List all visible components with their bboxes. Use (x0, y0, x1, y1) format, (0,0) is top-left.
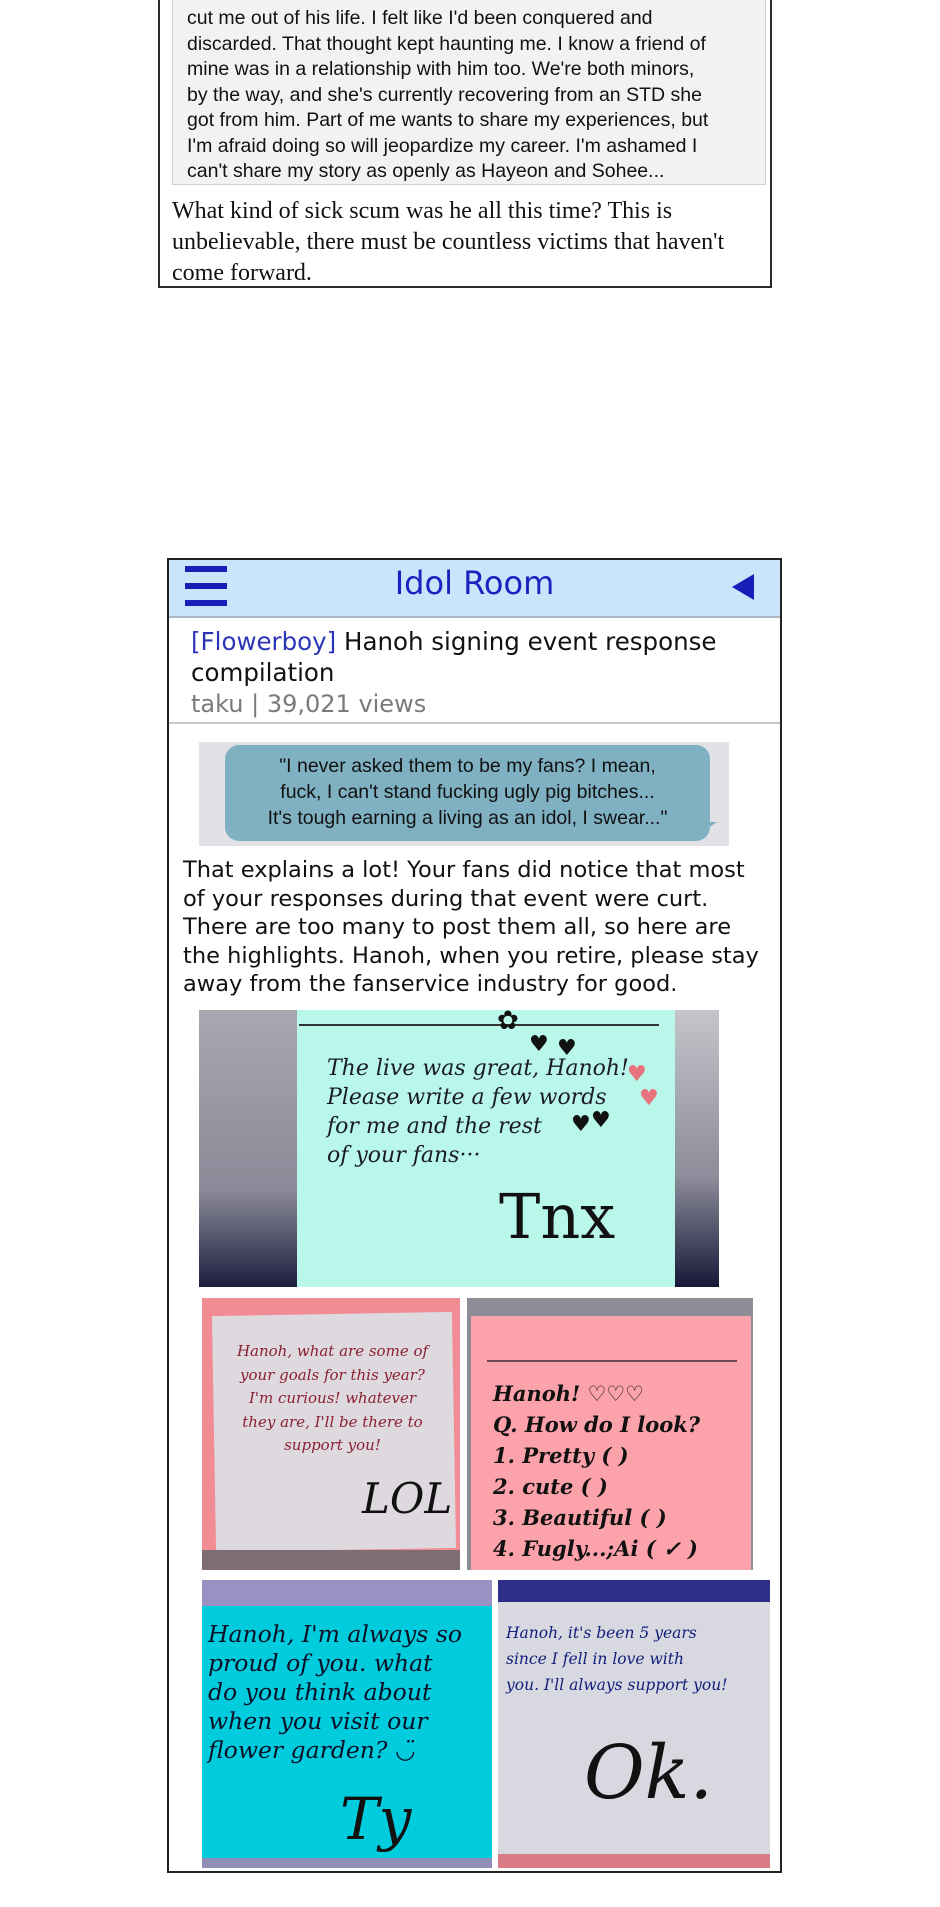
note-line: for me and the rest (327, 1114, 542, 1139)
app-header (169, 560, 780, 618)
note-line: Please write a few words (327, 1085, 607, 1110)
fan-note-image (199, 1010, 719, 1287)
bubble-tail (697, 822, 717, 836)
heart-icon: ♥ (557, 1036, 577, 1061)
note-line: of your fans··· (327, 1143, 481, 1168)
table-surface (202, 1550, 460, 1570)
quote-line: can't share my story as openly as Hayeon and Sohee... (187, 160, 665, 182)
bubble-line: It's tough earning a living as an idol, I swear..." (267, 807, 668, 829)
quote-line: mine was in a relationship with him too. We're both minors, (187, 58, 695, 80)
note-line: I'm curious! whatever (248, 1389, 417, 1407)
note-rule (299, 1024, 659, 1026)
post-title[interactable] (191, 626, 761, 688)
quote-line: cut me out of his life. I felt like I'd been conquered and (187, 7, 653, 29)
note-line: The live was great, Hanoh! (327, 1056, 629, 1081)
note-line: do you think about (208, 1678, 432, 1706)
note-line-text: flower garden? (208, 1736, 388, 1764)
smiley-doodle-icon: ◡̈ (395, 1736, 416, 1764)
quote-line: got from him. Part of me wants to share my experiences, but (187, 109, 709, 131)
idol-reply: LOL (362, 1474, 453, 1523)
post-body: That explains a lot! Your fans did notice that most of your responses during that event were curt. There are too many to post them all, so here are the highlights. Hanoh, when you retire, please stay away from the fanservice industry for good. (183, 857, 759, 997)
fan-note-image (498, 1580, 770, 1868)
note-rule (487, 1360, 737, 1362)
note-line: you. I'll always support you! (506, 1676, 728, 1694)
note-shadow (199, 1010, 297, 1287)
previous-post-card (158, 0, 772, 288)
back-triangle-icon[interactable] (732, 574, 754, 600)
heart-icon: ♥ (627, 1062, 647, 1087)
note-top-edge (498, 1580, 770, 1602)
fan-note-image (202, 1580, 492, 1868)
note-line (208, 1736, 462, 1765)
speech-bubble (225, 745, 710, 841)
idol-reply: Ok. (584, 1730, 714, 1816)
note-line: Hanoh, what are some of (236, 1342, 429, 1360)
post-header (169, 620, 780, 724)
fan-note-image (467, 1298, 753, 1570)
post-title-text: Hanoh signing event response compilation (191, 627, 717, 687)
idol-room-window (167, 558, 782, 1873)
bubble-line: "I never asked them to be my fans? I mean, (279, 755, 656, 777)
bubble-line: fuck, I can't stand fucking ugly pig bitches... (280, 781, 655, 803)
quiz-option: 2. cute ( ) (493, 1474, 608, 1499)
heart-icon: ♥ (529, 1032, 549, 1057)
idol-reply: Tnx (499, 1180, 616, 1253)
quote-line: by the way, and she's currently recovering from an STD she (187, 83, 702, 106)
quote-image (199, 742, 729, 846)
quiz-option: 1. Pretty ( ) (493, 1443, 629, 1468)
fan-note-image (202, 1298, 460, 1570)
post-category-tag[interactable]: [Flowerboy] (191, 627, 337, 656)
note-line: your goals for this year? (240, 1365, 425, 1384)
post-comment: What kind of sick scum was he all this time? This is unbelievable, there must be countless victims that haven't come forward. (172, 198, 725, 286)
quoted-message (172, 0, 766, 185)
post-meta: taku | 39,021 views (191, 690, 427, 718)
quote-line: I'm afraid doing so will jeopardize my career. I'm ashamed I (187, 134, 698, 157)
app-title: Idol Room (394, 564, 555, 602)
heart-icon: ♥ (571, 1112, 591, 1137)
note-line: Hanoh, I'm always so (208, 1620, 463, 1648)
note-line: proud of you. what (208, 1649, 433, 1677)
note-shadow (675, 1010, 719, 1287)
fan-message (220, 1340, 445, 1458)
note-line: when you visit our (208, 1707, 428, 1735)
quiz-greeting: Hanoh! (493, 1381, 581, 1406)
idol-reply: Ty (340, 1785, 412, 1853)
note-top-edge (202, 1580, 492, 1606)
fan-message (327, 1054, 629, 1170)
note-line: they are, I'll be there to (242, 1412, 423, 1431)
note-line: since I fell in love with (506, 1650, 684, 1668)
quiz-option: 4. Fugly...;Ai ( ✓ ) (493, 1536, 698, 1561)
heart-doodle-icon: ♡♡♡ (587, 1381, 645, 1406)
note-line: Hanoh, it's been 5 years (506, 1624, 697, 1642)
quiz-header (493, 1378, 700, 1409)
quiz-option: 3. Beautiful ( ) (493, 1505, 667, 1530)
note-line: support you! (284, 1436, 381, 1454)
heart-icon: ♥ (639, 1086, 659, 1111)
table-surface (202, 1858, 492, 1868)
quote-line: discarded. That thought kept haunting me. I know a friend of (187, 32, 706, 55)
flower-doodle-icon: ✿ (497, 1010, 519, 1036)
fan-message (208, 1620, 462, 1765)
quiz-question: Q. How do I look? (493, 1412, 701, 1437)
fan-quiz (493, 1378, 700, 1564)
table-surface (498, 1854, 770, 1868)
heart-icon: ♥ (591, 1108, 611, 1133)
fan-message (506, 1620, 727, 1698)
